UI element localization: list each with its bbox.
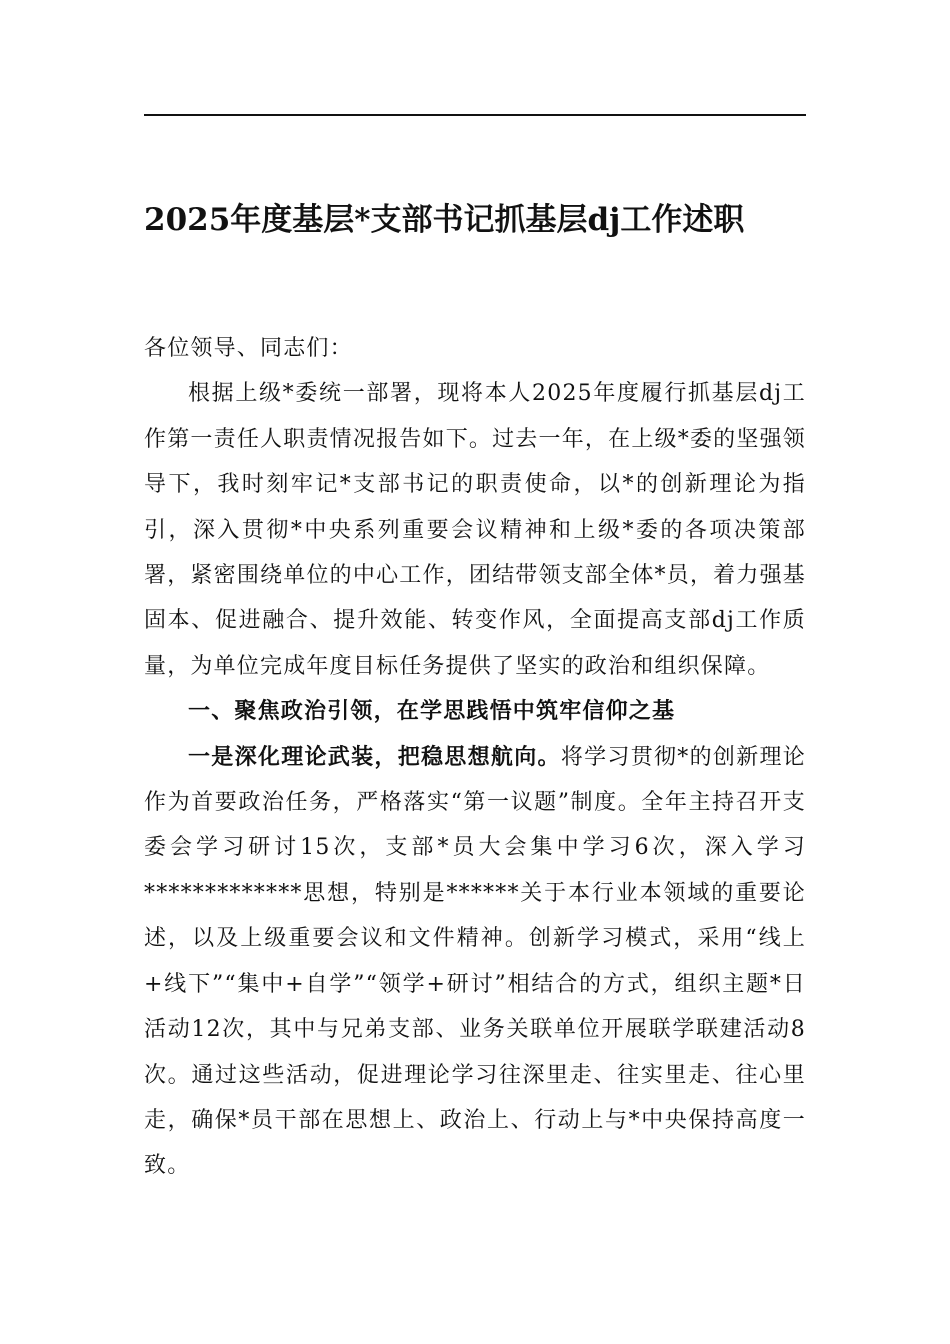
section-heading: 一、聚焦政治引领，在学思践悟中筑牢信仰之基 <box>188 698 676 725</box>
salutation: 各位领导、同志们： <box>144 336 353 361</box>
document-title: 2025年度基层*支部书记抓基层dj工作述职 <box>144 202 745 238</box>
intro-paragraph: 根据上级*委统一部署，现将本人2025年度履行抓基层dj工作第一责任人职责情况报告如下。过去一年，在上级*委的坚强领导下，我时刻牢记*支部书记的职责使命，以*的创新理论为指引，深入贯彻*中央系列重要会议精神和上级*委的各项决策部署，紧密围绕单位的中心工作，团结带领支部全体*员，着力强基固本、促进融合、提升效能、转变作风，全面提高支部dj工作质量，为单位完成年度目标任务提供了坚实的政治和组织保障。 <box>144 381 806 679</box>
paragraph-lead: 一是深化理论武装，把稳思想航向。 <box>188 743 561 770</box>
header-rule <box>144 114 806 116</box>
document-body <box>144 326 806 1189</box>
paragraph-body: 将学习贯彻*的创新理论作为首要政治任务，严格落实“第一议题”制度。全年主持召开支委会学习研讨15次，支部*员大会集中学习6次，深入学习*************思想，特别是******关于本行业本领域的重要论述，以及上级重要会议和文件精神。创新学习模式，采用“线上+线下”“集中+自学”“领学+研讨”相结合的方式，组织主题*日活动12次，其中与兄弟支部、业务关联单位开展联学联建活动8次。通过这些活动，促进理论学习往深里走、往实里走、往心里走，确保*员干部在思想上、政治上、行动上与*中央保持高度一致。 <box>144 744 807 1179</box>
section-paragraph <box>144 735 806 1189</box>
